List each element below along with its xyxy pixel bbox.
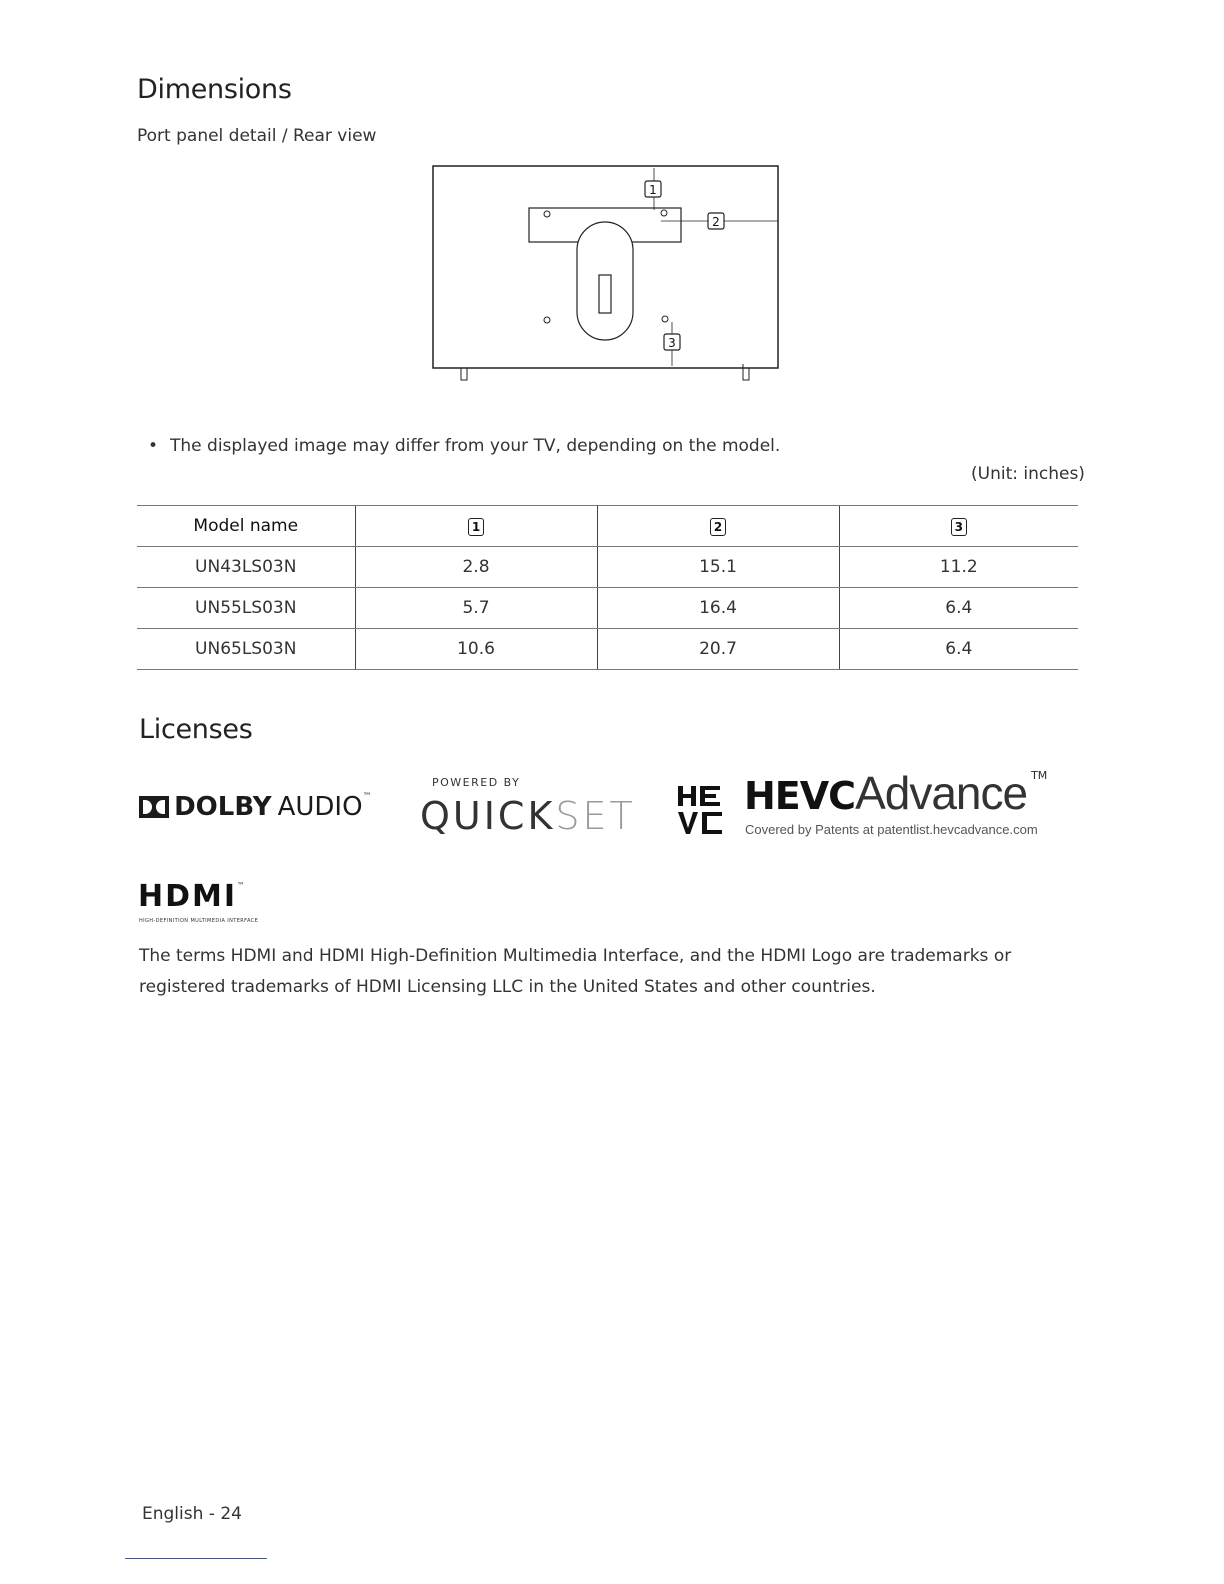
cell-dim-3: 6.4 [839,588,1078,629]
hevc-mark-icon [678,784,732,836]
header-model: Model name [137,506,355,547]
hevc-light-text: Advance [855,767,1028,819]
dolby-audio-logo [139,792,372,822]
footer-rule [125,1558,267,1559]
cell-model: UN65LS03N [137,629,355,670]
header-marker-2: 2 [710,518,726,536]
cell-dim-1: 5.7 [355,588,597,629]
dolby-rest-text: AUDIO [277,792,363,822]
hevc-advance-logo [744,767,1048,819]
quickset-logo [420,794,636,838]
cell-dim-3: 11.2 [839,547,1078,588]
note-text: The displayed image may differ from your TV, depending on the model. [170,436,781,456]
cell-dim-2: 20.7 [597,629,839,670]
screw-hole [544,317,550,323]
table-header-row [137,506,1078,547]
table-row [137,547,1078,588]
screw-hole [661,210,667,216]
screw-hole [662,316,668,322]
hevc-tagline: Covered by Patents at patentlist.hevcadvance.com [745,822,1038,837]
dolby-tm: ™ [362,792,372,802]
marker-3: 3 [668,336,676,350]
rear-view-diagram [425,160,787,388]
note-bullet: • [148,436,159,456]
quickset-quick: QUICK [420,794,556,838]
cell-dim-1: 2.8 [355,547,597,588]
cell-dim-2: 16.4 [597,588,839,629]
table-row [137,588,1078,629]
quickset-set: SET [555,794,636,838]
marker-1: 1 [649,183,657,197]
header-marker-3: 3 [951,518,967,536]
hevc-tm: TM [1031,769,1048,782]
foot-left [461,368,467,380]
hdmi-word: HDMI [138,879,238,914]
cell-dim-2: 15.1 [597,547,839,588]
hdmi-logo [138,879,246,914]
cell-model: UN55LS03N [137,588,355,629]
hdmi-tm: ™ [237,881,246,890]
unit-label: (Unit: inches) [971,464,1085,484]
marker-2: 2 [712,215,720,229]
cell-model: UN43LS03N [137,547,355,588]
hevc-bold-text: HEVC [744,774,856,818]
header-col-2 [597,506,839,547]
cell-dim-1: 10.6 [355,629,597,670]
header-marker-1: 1 [468,518,484,536]
dimensions-title: Dimensions [137,74,292,105]
licenses-title: Licenses [139,714,253,745]
cell-dim-3: 6.4 [839,629,1078,670]
page-number: English - 24 [142,1504,242,1524]
header-col-1 [355,506,597,547]
dimensions-subtitle: Port panel detail / Rear view [137,126,377,146]
stand-neck [577,222,633,340]
quickset-powered-by: POWERED BY [432,776,521,789]
screw-hole [544,211,550,217]
hdmi-trademark-text: The terms HDMI and HDMI High-Definition Multimedia Interface, and the HDMI Logo are trademarks or registered trademarks of HDMI Licensing LLC in the United States and other countries. [139,946,1012,997]
dolby-double-d-icon [139,796,169,818]
foot-right [743,364,749,380]
table-row [137,629,1078,670]
hdmi-small-text: HIGH-DEFINITION MULTIMEDIA INTERFACE [139,918,259,924]
dimensions-table [137,505,1078,670]
header-col-3 [839,506,1078,547]
dolby-bold-text: DOLBY [174,792,272,822]
